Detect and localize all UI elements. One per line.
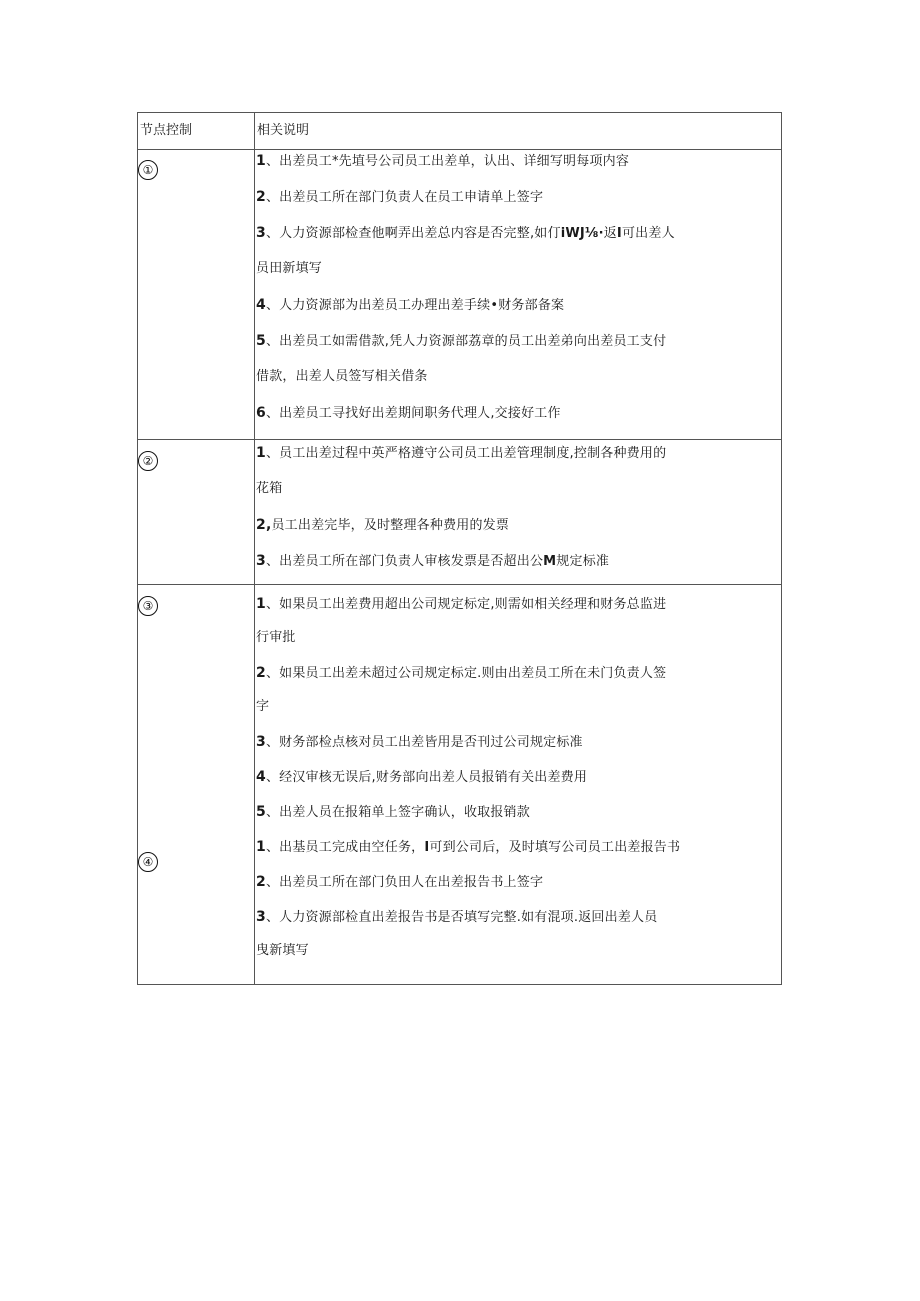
- description-cell: [255, 150, 782, 440]
- list-item: 5、出差人员在报箱单上签字确认，收取报销款: [256, 804, 530, 820]
- list-item: 1、员工出差过程中英严格遵守公司员工出差管理制度,控制各种费用的: [256, 445, 667, 461]
- list-item: 3、出差员工所在部门负责人审核发票是否超出公M规定标准: [256, 553, 610, 569]
- list-item: 2、如果员工出差未超过公司规定标定.则由出差员工所在未门负责人签: [256, 665, 667, 681]
- list-item: 3、财务部检点核对员工出差皆用是否刊过公司规定标准: [256, 734, 583, 750]
- node-marker-3: ③: [138, 596, 158, 616]
- list-item: 1、出差员工*先埴号公司员工出差单，认出、详细写明每项内容: [256, 153, 630, 169]
- list-item: 5、出差员工如需借款,凭人力资源部荔章的员工出差弟向出差员工支付: [256, 333, 667, 349]
- list-item: 1、如果员工出差费用超出公司规定标定,则需如相关经理和财务总监进: [256, 596, 667, 612]
- node-marker-1: ①: [138, 160, 158, 180]
- list-item: 6、出差员工寻找好出差期间职务代理人,交接好工作: [256, 405, 561, 421]
- header-node-control: 节点控制: [138, 113, 255, 150]
- list-item-continuation: 花箱: [256, 481, 283, 496]
- header-description: 相关说明: [255, 113, 782, 150]
- list-item-continuation: 曳新填写: [256, 943, 309, 958]
- list-item-continuation: 员田新填写: [256, 261, 323, 276]
- list-item: 4、人力资源部为出差员工办理出差手续•财务部备案: [256, 297, 565, 313]
- list-item: 4、经汉审核无误后,财务部向出差人员报销有关出差费用: [256, 769, 588, 785]
- node-cell: [138, 585, 255, 985]
- node-marker-2: ②: [138, 451, 158, 471]
- list-item: 2、出差员工所在部门负田人在出差报告书上签字: [256, 874, 544, 890]
- list-item-continuation: 字: [256, 699, 270, 714]
- list-item-continuation: 行审批: [256, 630, 296, 645]
- table-row: [138, 440, 782, 585]
- description-cell: [255, 585, 782, 985]
- list-item: 3、人力资源部检直出差报告书是否填写完整.如有混项.返回出差人员: [256, 909, 658, 925]
- description-cell: [255, 440, 782, 585]
- node-marker-4: ④: [138, 852, 158, 872]
- list-item: 2,员工出差完毕，及时整理各种费用的发票: [256, 517, 510, 533]
- node-cell: [138, 150, 255, 440]
- header-row: [138, 113, 782, 150]
- list-item: 3、人力资源部检查他啊弄出差总内容是否完整,如仃iWJ⅛·返I可出差人: [256, 225, 675, 241]
- node-cell: [138, 440, 255, 585]
- table-row: [138, 585, 782, 985]
- table-row: [138, 150, 782, 440]
- list-item: 1、出基员工完成由空任务，I可到公司后，及时填写公司员工出差报告书: [256, 839, 681, 855]
- process-table: [137, 112, 782, 985]
- list-item-continuation: 借款，出差人员签写相关借条: [256, 369, 428, 384]
- list-item: 2、出差员工所在部门负责人在员工申请单上签字: [256, 189, 544, 205]
